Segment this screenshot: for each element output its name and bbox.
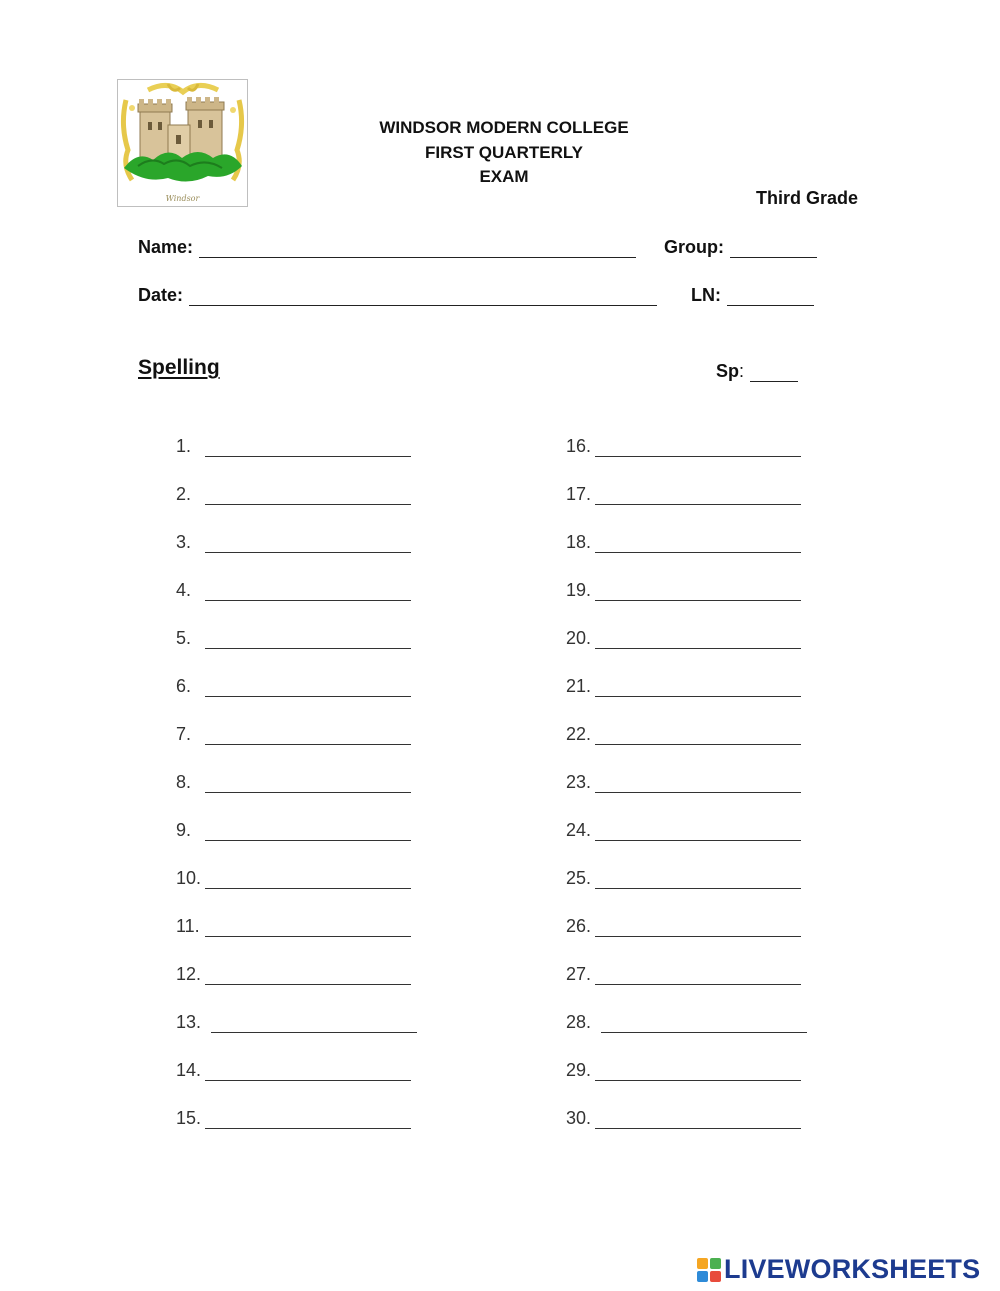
- answer-line[interactable]: [595, 682, 801, 697]
- brand-name: LIVEWORKSHEETS: [724, 1254, 981, 1284]
- item-number: 10.: [176, 868, 202, 888]
- spelling-item[interactable]: [176, 628, 411, 649]
- ln-label: LN:: [691, 285, 721, 305]
- answer-line[interactable]: [205, 1114, 411, 1129]
- spelling-score[interactable]: [716, 361, 798, 382]
- answer-line[interactable]: [205, 442, 411, 457]
- item-number: 24.: [566, 820, 592, 840]
- date-field[interactable]: [138, 285, 657, 306]
- item-number: 28.: [566, 1012, 592, 1032]
- spelling-item[interactable]: [566, 772, 801, 793]
- spelling-item[interactable]: [566, 580, 801, 601]
- item-number: 13.: [176, 1012, 202, 1032]
- item-number: 26.: [566, 916, 592, 936]
- score-blank[interactable]: [750, 367, 798, 382]
- score-label: Sp: [716, 361, 740, 381]
- item-number: 18.: [566, 532, 592, 552]
- answer-line[interactable]: [595, 586, 801, 601]
- answer-line[interactable]: [205, 538, 411, 553]
- answer-line[interactable]: [595, 1114, 801, 1129]
- item-number: 7.: [176, 724, 192, 744]
- item-number: 3.: [176, 532, 192, 552]
- group-label: Group:: [664, 237, 724, 257]
- spelling-item[interactable]: [176, 532, 411, 553]
- exam-title: [354, 116, 654, 190]
- item-number: 6.: [176, 676, 192, 696]
- answer-line[interactable]: [205, 490, 411, 505]
- spelling-item[interactable]: [176, 676, 411, 697]
- spelling-item[interactable]: [176, 436, 411, 457]
- item-number: 19.: [566, 580, 592, 600]
- spelling-item[interactable]: [176, 1108, 411, 1129]
- spelling-item[interactable]: [566, 1060, 801, 1081]
- answer-line[interactable]: [601, 1018, 807, 1033]
- answer-line[interactable]: [595, 538, 801, 553]
- answer-line[interactable]: [205, 730, 411, 745]
- spelling-item[interactable]: [176, 916, 411, 937]
- item-number: 25.: [566, 868, 592, 888]
- item-number: 8.: [176, 772, 192, 792]
- item-number: 14.: [176, 1060, 202, 1080]
- item-number: 30.: [566, 1108, 592, 1128]
- spelling-item[interactable]: [566, 964, 801, 985]
- item-number: 27.: [566, 964, 592, 984]
- spelling-item[interactable]: [176, 724, 411, 745]
- answer-line[interactable]: [595, 1066, 801, 1081]
- answer-line[interactable]: [205, 634, 411, 649]
- spelling-item[interactable]: [176, 580, 411, 601]
- spelling-item[interactable]: [566, 820, 801, 841]
- spelling-item[interactable]: [566, 628, 801, 649]
- spelling-item[interactable]: [176, 484, 411, 505]
- castle-crest-icon: [118, 80, 247, 192]
- ln-blank[interactable]: [727, 291, 814, 306]
- answer-line[interactable]: [205, 970, 411, 985]
- answer-line[interactable]: [595, 730, 801, 745]
- item-number: 22.: [566, 724, 592, 744]
- spelling-item[interactable]: [566, 436, 801, 457]
- item-number: 20.: [566, 628, 592, 648]
- item-number: 4.: [176, 580, 192, 600]
- answer-line[interactable]: [205, 682, 411, 697]
- item-number: 9.: [176, 820, 192, 840]
- item-number: 5.: [176, 628, 192, 648]
- date-label: Date:: [138, 285, 184, 305]
- spelling-item[interactable]: [176, 1060, 411, 1081]
- ln-field[interactable]: [691, 285, 814, 306]
- answer-line[interactable]: [595, 922, 801, 937]
- spelling-item[interactable]: [566, 676, 801, 697]
- item-number: 12.: [176, 964, 202, 984]
- item-number: 17.: [566, 484, 592, 504]
- grade-level: Third Grade: [755, 188, 858, 208]
- answer-line[interactable]: [595, 634, 801, 649]
- group-blank[interactable]: [730, 243, 817, 258]
- item-number: 1.: [176, 436, 192, 456]
- item-number: 15.: [176, 1108, 202, 1128]
- score-colon: :: [739, 361, 745, 381]
- answer-line[interactable]: [205, 826, 411, 841]
- item-number: 2.: [176, 484, 192, 504]
- date-blank[interactable]: [189, 291, 657, 306]
- spelling-item[interactable]: [176, 964, 411, 985]
- group-field[interactable]: [664, 237, 817, 258]
- section-title: Spelling: [138, 356, 220, 379]
- spelling-item[interactable]: [566, 868, 801, 889]
- item-number: 29.: [566, 1060, 592, 1080]
- spelling-item[interactable]: [566, 1012, 807, 1033]
- spelling-item[interactable]: [566, 1108, 801, 1129]
- exam-name-line2: EXAM: [479, 167, 529, 186]
- exam-name-line1: FIRST QUARTERLY: [424, 142, 584, 162]
- name-field[interactable]: [138, 237, 636, 258]
- answer-line[interactable]: [595, 874, 801, 889]
- answer-line[interactable]: [205, 586, 411, 601]
- answer-line[interactable]: [205, 778, 411, 793]
- answer-line[interactable]: [205, 922, 411, 937]
- item-number: 16.: [566, 436, 592, 456]
- answer-line[interactable]: [595, 778, 801, 793]
- liveworksheets-brand: [697, 1254, 980, 1285]
- answer-line[interactable]: [205, 874, 411, 889]
- spelling-item[interactable]: [176, 868, 411, 889]
- answer-line[interactable]: [595, 490, 801, 505]
- school-crest-logo: [117, 79, 248, 207]
- spelling-item[interactable]: [566, 532, 801, 553]
- item-number: 23.: [566, 772, 592, 792]
- answer-line[interactable]: [211, 1018, 417, 1033]
- school-name: WINDSOR MODERN COLLEGE: [379, 118, 629, 137]
- answer-line[interactable]: [205, 1066, 411, 1081]
- item-number: 21.: [566, 676, 592, 696]
- spelling-item[interactable]: [566, 484, 801, 505]
- spelling-item[interactable]: [566, 724, 801, 745]
- answer-line[interactable]: [595, 970, 801, 985]
- name-label: Name:: [138, 237, 194, 257]
- item-number: 11.: [176, 916, 200, 936]
- answer-line[interactable]: [595, 442, 801, 457]
- crest-caption: Windsor: [165, 194, 200, 203]
- name-blank[interactable]: [199, 243, 636, 258]
- spelling-item[interactable]: [176, 1012, 417, 1033]
- spelling-item[interactable]: [176, 820, 411, 841]
- answer-line[interactable]: [595, 826, 801, 841]
- spelling-item[interactable]: [176, 772, 411, 793]
- spelling-item[interactable]: [566, 916, 801, 937]
- liveworksheets-logo-icon: [697, 1258, 721, 1282]
